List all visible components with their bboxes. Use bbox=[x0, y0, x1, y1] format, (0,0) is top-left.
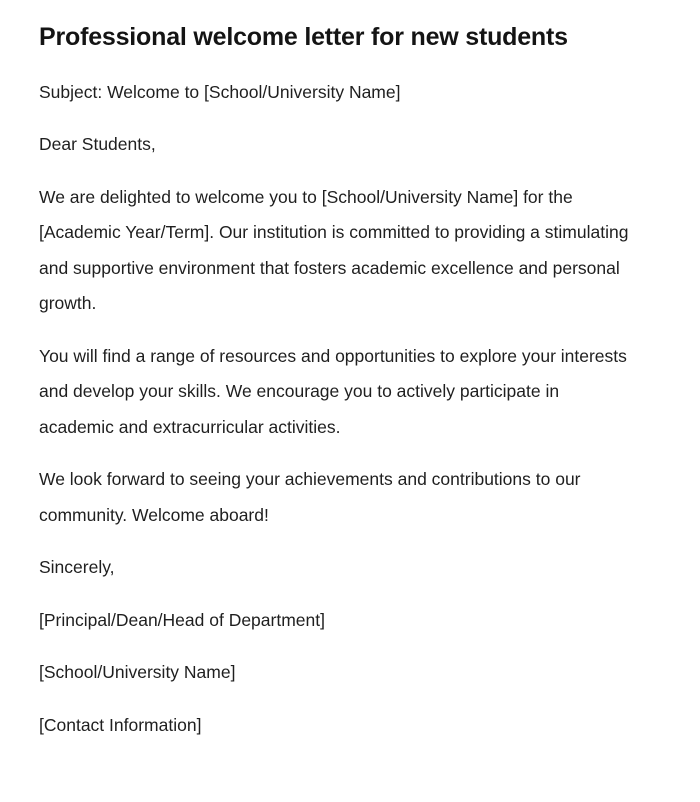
signature-block bbox=[39, 603, 632, 744]
salutation: Dear Students, bbox=[39, 134, 156, 154]
page-title: Professional welcome letter for new students bbox=[39, 23, 568, 51]
body-paragraph-1: We are delighted to welcome you to [School/University Name] for the [Academic Year/Term]. Our institution is committed to providing a stimulating and supportive environment that fosters academic excellence and personal growth. bbox=[39, 186, 629, 313]
signature-contact: [Contact Information] bbox=[39, 714, 202, 735]
body-paragraph-2: You will find a range of resources and opportunities to explore your interests and develop your skills. We encourage you to actively participate in academic and extracurricular activities. bbox=[39, 345, 627, 437]
closing-salutation: Sincerely, bbox=[39, 557, 115, 577]
body-paragraph-3: We look forward to seeing your achievements and contributions to our community. Welcome aboard! bbox=[39, 469, 581, 525]
signature-role: [Principal/Dean/Head of Department] bbox=[39, 609, 325, 630]
signature-institution: [School/University Name] bbox=[39, 662, 236, 682]
subject-line: Subject: Welcome to [School/University Name] bbox=[39, 81, 401, 102]
